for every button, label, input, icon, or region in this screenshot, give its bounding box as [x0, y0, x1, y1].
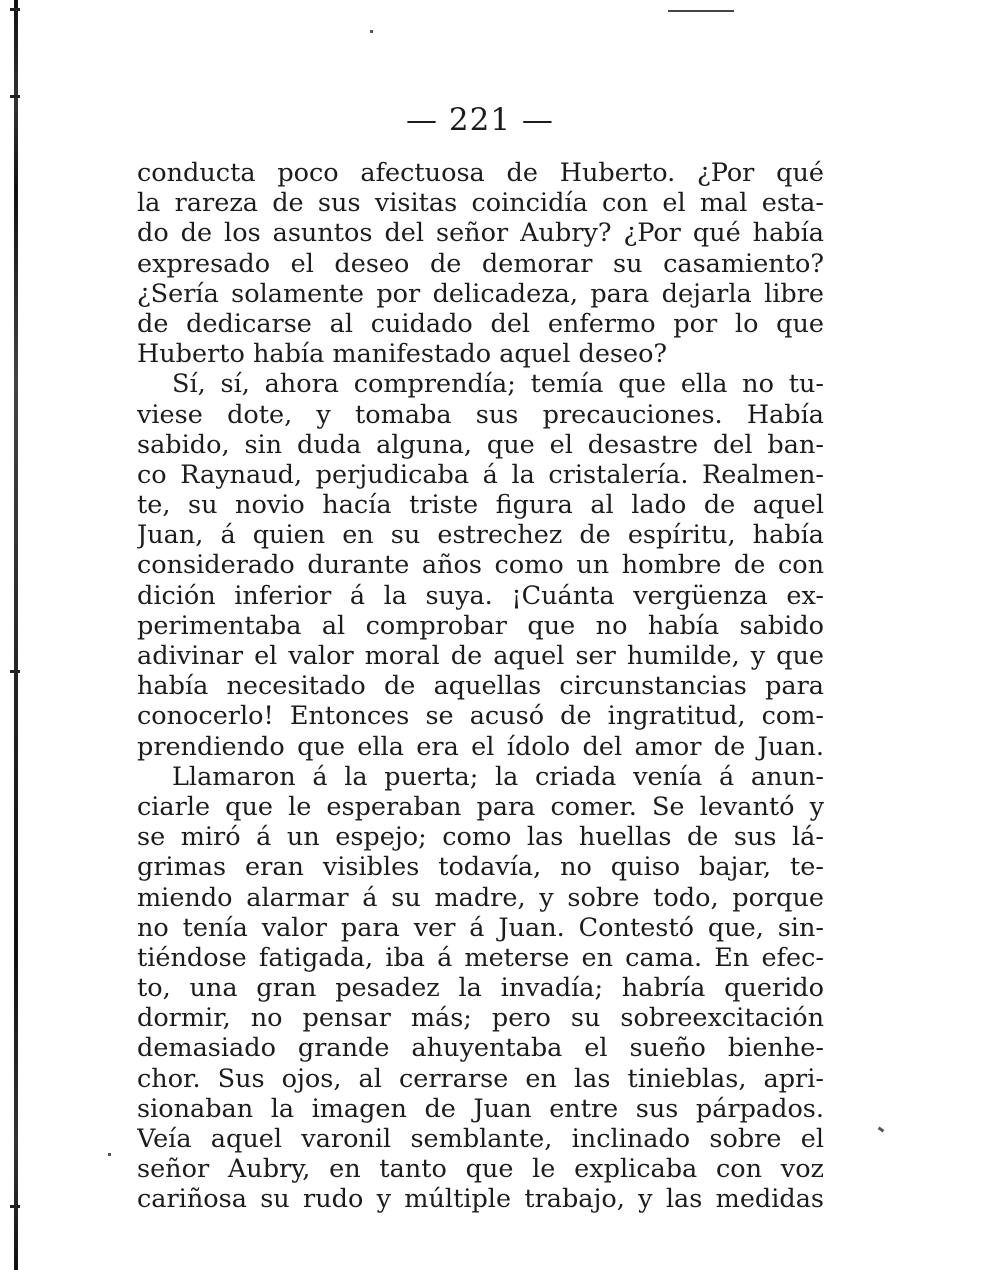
text-line: la rareza de sus visitas coincidía con el mal esta- — [137, 188, 824, 219]
scan-speck — [878, 1127, 885, 1133]
text-line: do de los asuntos del señor Aubry? ¿Por qué había — [137, 218, 824, 249]
scan-speck — [108, 1153, 111, 1156]
scan-speck — [10, 95, 20, 98]
text-line: prendiendo que ella era el ídolo del amor de Juan. — [137, 731, 824, 762]
text-line: ciarle que le esperaban para comer. Se levantó y — [137, 791, 824, 822]
text-line: señor Aubry, en tanto que le explicaba con voz — [137, 1154, 824, 1185]
text-line: perimentaba al comprobar que no había sabido — [137, 610, 824, 641]
body-text — [137, 158, 824, 1215]
text-line: viese dote, y tomaba sus precauciones. Había — [137, 399, 824, 430]
text-line: adivinar el valor moral de aquel ser humilde, y que — [137, 641, 824, 671]
text-line: tiéndose fatigada, iba á meterse en cama. En efec- — [137, 942, 824, 973]
text-line: dormir, no pensar más; pero su sobreexcitación — [137, 1003, 824, 1034]
text-line: sionaban la imagen de Juan entre sus párpados. — [137, 1093, 824, 1124]
binding-edge — [14, 0, 18, 1270]
text-line: demasiado grande ahuyentaba el sueño bienhe- — [137, 1033, 824, 1064]
text-line: había necesitado de aquellas circunstancias para — [137, 671, 824, 702]
text-line: no tenía valor para ver á Juan. Contestó que, sin- — [137, 912, 824, 943]
text-line: grimas eran visibles todavía, no quiso bajar, te- — [137, 852, 824, 883]
text-line: cariñosa su rudo y múltiple trabajo, y las medidas — [137, 1184, 824, 1215]
text-line: ¿Sería solamente por delicadeza, para dejarla libre — [137, 278, 824, 309]
text-line: sabido, sin duda alguna, que el desastre del ban- — [137, 429, 824, 460]
text-line: de dedicarse al cuidado del enfermo por lo que — [137, 308, 824, 339]
text-line: considerado durante años como un hombre de con — [137, 550, 824, 581]
text-line: dición inferior á la suya. ¡Cuánta vergüenza ex- — [137, 580, 824, 611]
text-line: Llamaron á la puerta; la criada venía á anun- — [172, 761, 824, 792]
text-line: to, una gran pesadez la invadía; habría querido — [137, 973, 824, 1004]
page-number: — 221 — — [406, 102, 554, 138]
text-line: expresado el deseo de demorar su casamiento? — [137, 248, 824, 279]
text-line: co Raynaud, perjudicaba á la cristalería. Realmen- — [137, 459, 824, 490]
text-line: Veía aquel varonil semblante, inclinado sobre el — [137, 1124, 824, 1154]
text-line: te, su novio hacía triste figura al lado de aquel — [137, 490, 824, 521]
scan-speck — [10, 1205, 20, 1208]
scan-speck — [10, 8, 20, 11]
text-line: Huberto había manifestado aquel deseo? — [137, 339, 668, 370]
text-line: miendo alarmar á su madre, y sobre todo, porque — [137, 882, 824, 913]
text-line: Juan, á quien en su estrechez de espíritu, había — [137, 520, 824, 551]
text-line: conocerlo! Entonces se acusó de ingratitud, com- — [137, 701, 824, 732]
scan-speck — [370, 30, 373, 33]
text-line: conducta poco afectuosa de Huberto. ¿Por qué — [137, 158, 824, 188]
scan-speck — [10, 670, 20, 673]
text-line: Sí, sí, ahora comprendía; temía que ella no tu- — [172, 369, 824, 400]
text-line: chor. Sus ojos, al cerrarse en las tinieblas, apri- — [137, 1063, 824, 1094]
top-rule — [668, 10, 734, 12]
text-line: se miró á un espejo; como las huellas de sus lá- — [137, 822, 824, 853]
